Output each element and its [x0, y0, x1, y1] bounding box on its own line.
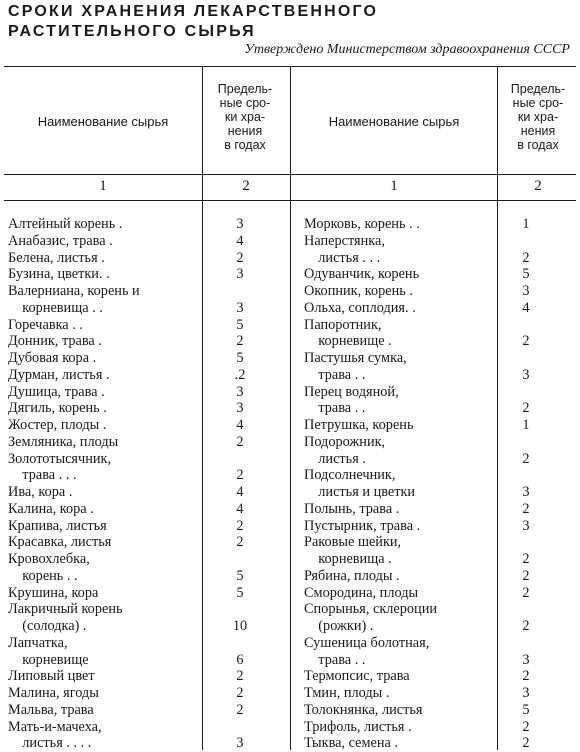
- table-row: [304, 484, 552, 501]
- herb-name: листья .: [304, 450, 366, 467]
- shelf-life-years: 4: [236, 484, 244, 500]
- shelf-life-years: 4: [236, 232, 244, 249]
- table-row: [8, 735, 266, 752]
- header-shelf-line: ки хра-: [517, 110, 559, 124]
- herb-name: Жостер, плоды .: [8, 417, 107, 433]
- herb-name: Валерниана, корень и: [8, 283, 140, 299]
- table-row: [8, 367, 266, 384]
- header-shelf-line: ки хра-: [224, 110, 266, 124]
- shelf-life-years: 3: [236, 400, 244, 417]
- herb-name: корневища . .: [8, 299, 103, 316]
- table-row: [8, 400, 266, 417]
- table-row: [304, 518, 552, 535]
- herb-name: Лакричный корень: [8, 601, 123, 618]
- shelf-life-years: .2: [234, 366, 246, 383]
- table-row: [304, 467, 552, 484]
- herb-name: корневище: [8, 651, 89, 668]
- shelf-life-years: 2: [522, 333, 530, 350]
- herb-name: Крапива, листья: [8, 517, 107, 534]
- herb-name: Горечавка . .: [8, 316, 83, 333]
- herb-name: Окопник, корень .: [304, 283, 413, 299]
- table-row: [8, 484, 266, 501]
- table-row: [304, 300, 552, 317]
- table-row: [304, 585, 552, 602]
- herb-name: Дурман, листья .: [8, 366, 110, 383]
- table-row: [304, 551, 552, 568]
- table-row: [304, 434, 552, 451]
- shelf-life-years: 2: [522, 567, 530, 584]
- table-row: [8, 417, 266, 434]
- herb-name: Лапчатка,: [8, 634, 68, 651]
- herb-name: корень . .: [8, 567, 78, 584]
- header-shelf-left: [205, 82, 285, 152]
- table-row: [8, 534, 266, 551]
- herb-name: Пастушья сумка,: [304, 350, 407, 366]
- table-row: [304, 384, 552, 401]
- herb-name: Папоротник,: [304, 316, 382, 333]
- header-shelf-line: нения: [227, 124, 263, 138]
- header-shelf-line: в годах: [224, 138, 266, 152]
- herb-name: трава . .: [304, 651, 366, 668]
- column-divider-2: [290, 67, 291, 750]
- shelf-life-years: 5: [236, 584, 244, 601]
- shelf-life-years: 3: [522, 685, 530, 701]
- herb-name: Тмин, плоды .: [304, 685, 390, 701]
- shelf-life-years: 4: [236, 500, 244, 517]
- shelf-life-years: 2: [236, 685, 244, 701]
- table-row: [8, 518, 266, 535]
- header-shelf-line: ные сро-: [219, 96, 271, 110]
- herb-name: Пустырник, трава .: [304, 517, 421, 534]
- herb-name: Морковь, корень . .: [304, 216, 420, 232]
- table-row: [304, 702, 552, 719]
- header-shelf-line: в годах: [517, 138, 559, 152]
- herb-name: листья и цветки: [304, 484, 416, 500]
- table-row: [8, 451, 266, 468]
- shelf-life-years: 2: [522, 668, 530, 685]
- table-row: [8, 317, 266, 334]
- herb-name: Петрушка, корень: [304, 417, 414, 433]
- shelf-life-years: 2: [522, 618, 530, 634]
- herb-name: Красавка, листья: [8, 534, 112, 551]
- header-shelf-line: Предель-: [217, 82, 273, 96]
- herb-name: корневище .: [304, 333, 392, 350]
- herb-name: Бузина, цветки. .: [8, 266, 110, 283]
- herb-name: Полынь, трава .: [304, 500, 400, 517]
- table-row: [8, 250, 266, 267]
- table-row: [8, 618, 266, 635]
- table-row: [8, 434, 266, 451]
- shelf-life-years: 4: [522, 299, 530, 316]
- herb-name: Калина, кора .: [8, 500, 94, 517]
- table-row: [8, 266, 266, 283]
- herb-name: Липовый цвет: [8, 668, 95, 685]
- herb-name: Душица, трава .: [8, 383, 105, 400]
- herb-name: Спорынья, склероции: [304, 601, 438, 618]
- shelf-life-years: 10: [232, 618, 248, 634]
- shelf-life-years: 6: [236, 651, 244, 668]
- herb-name: листья . . . .: [8, 735, 92, 752]
- header-name-right: Наименование сырья: [328, 114, 460, 129]
- title-line-2: РАСТИТЕЛЬНОГО СЫРЬЯ: [8, 23, 256, 40]
- herb-name: листья . . .: [304, 249, 381, 266]
- table-row: [304, 601, 552, 618]
- table-row: [304, 735, 552, 752]
- col-number-2-left: 2: [242, 178, 250, 194]
- herb-name: Мать-и-мачеха,: [8, 718, 102, 735]
- herb-name: Анабазис, трава .: [8, 232, 113, 249]
- shelf-life-years: 3: [236, 216, 244, 232]
- shelf-life-years: 5: [236, 316, 244, 333]
- herb-name: Тыква, семена .: [304, 735, 399, 752]
- table-row: [8, 551, 266, 568]
- herb-name: Кровохлебка,: [8, 551, 90, 567]
- approval-note: Утверждено Министерством здравоохранения СССР: [244, 42, 570, 57]
- shelf-life-years: 1: [522, 216, 530, 232]
- shelf-life-years: 3: [522, 484, 530, 500]
- shelf-life-years: 2: [236, 433, 244, 450]
- table-row: [304, 635, 552, 652]
- herb-name: Дягиль, корень .: [8, 400, 107, 417]
- header-shelf-line: ные сро-: [512, 96, 564, 110]
- table-row: [304, 568, 552, 585]
- table-row: [304, 417, 552, 434]
- shelf-life-years: 2: [522, 718, 530, 735]
- shelf-life-years: 3: [522, 283, 530, 299]
- table-row: [8, 233, 266, 250]
- herb-name: Белена, листья .: [8, 249, 105, 266]
- herb-name: трава . .: [304, 400, 366, 417]
- herb-name: Подсолнечник,: [304, 467, 396, 484]
- herb-name: Термопсис, трава: [304, 668, 410, 685]
- table-row: [304, 652, 552, 669]
- herb-name: Рябина, плоды .: [304, 567, 400, 584]
- herb-name: (солодка) .: [8, 618, 87, 634]
- shelf-life-years: 3: [236, 383, 244, 400]
- shelf-life-years: 3: [522, 366, 530, 383]
- shelf-life-years: 2: [522, 400, 530, 417]
- table-row: [304, 216, 552, 233]
- table-row: [8, 283, 266, 300]
- table-row: [304, 283, 552, 300]
- herb-name: Одуванчик, корень: [304, 266, 420, 283]
- shelf-life-years: 2: [236, 517, 244, 534]
- table-row: [8, 685, 266, 702]
- table-row: [8, 384, 266, 401]
- shelf-life-years: 2: [522, 450, 530, 467]
- herb-name: Сушеница болотная,: [304, 634, 430, 651]
- herb-name: Донник, трава .: [8, 333, 102, 350]
- shelf-life-years: 2: [236, 333, 244, 350]
- herb-name: Трифоль, листья .: [304, 718, 412, 735]
- shelf-life-years: 2: [522, 584, 530, 601]
- table-row: [304, 250, 552, 267]
- table-row: [8, 585, 266, 602]
- table-row: [304, 501, 552, 518]
- shelf-life-years: 5: [236, 350, 244, 366]
- title-line-1: СРОКИ ХРАНЕНИЯ ЛЕКАРСТВЕННОГО: [8, 3, 379, 20]
- document-title: [8, 2, 568, 42]
- shelf-life-years: 3: [522, 651, 530, 668]
- table-row: [8, 501, 266, 518]
- shelf-life-years: 2: [236, 249, 244, 266]
- table-row: [304, 685, 552, 702]
- table-row: [304, 400, 552, 417]
- herb-name: Наперстянка,: [304, 232, 385, 249]
- table-row: [304, 367, 552, 384]
- shelf-life-years: 2: [522, 735, 530, 752]
- table-row: [8, 333, 266, 350]
- shelf-life-years: 5: [236, 567, 244, 584]
- col-number-1-right: 1: [390, 178, 398, 194]
- shelf-life-years: 2: [522, 551, 530, 567]
- shelf-life-years: 2: [522, 500, 530, 517]
- shelf-life-years: 4: [236, 417, 244, 433]
- herb-name: корневища .: [304, 551, 392, 567]
- table-row: [8, 216, 266, 233]
- shelf-life-years: 2: [236, 701, 244, 718]
- herb-name: Раковые шейки,: [304, 534, 402, 551]
- herb-name: Ива, кора .: [8, 484, 73, 500]
- herb-name: Малина, ягоды: [8, 685, 99, 701]
- shelf-life-years: 2: [522, 249, 530, 266]
- herb-name: Земляника, плоды: [8, 433, 119, 450]
- shelf-life-years: 2: [236, 668, 244, 685]
- herb-name: Подорожник,: [304, 433, 386, 450]
- shelf-life-years: 3: [236, 266, 244, 283]
- herb-name: Золототысячник,: [8, 450, 112, 467]
- table-row: [8, 652, 266, 669]
- herb-name: Мальва, трава: [8, 701, 94, 718]
- shelf-life-years: 2: [236, 534, 244, 551]
- herb-name: Толокнянка, листья: [304, 701, 423, 718]
- herb-name: трава . .: [304, 366, 366, 383]
- table-row: [8, 467, 266, 484]
- table-row: [304, 618, 552, 635]
- col-number-2-right: 2: [534, 178, 542, 194]
- table-row: [8, 702, 266, 719]
- table-row: [304, 534, 552, 551]
- shelf-life-years: 2: [236, 467, 244, 484]
- table-row: [304, 350, 552, 367]
- herb-name: трава . . .: [8, 467, 77, 484]
- herb-name: Смородина, плоды: [304, 584, 419, 601]
- table-row: [304, 233, 552, 250]
- table-row: [304, 266, 552, 283]
- herb-name: Дубовая кора .: [8, 350, 97, 366]
- header-shelf-line: Предель-: [510, 82, 566, 96]
- header-shelf-line: нения: [520, 124, 556, 138]
- table-row: [8, 568, 266, 585]
- table-row: [304, 668, 552, 685]
- herb-name: Ольха, соплодия. .: [304, 299, 416, 316]
- table-row: [304, 317, 552, 334]
- shelf-life-years: 3: [522, 517, 530, 534]
- table-row: [8, 668, 266, 685]
- table-row: [8, 635, 266, 652]
- col-number-1-left: 1: [99, 178, 107, 194]
- table-row: [304, 333, 552, 350]
- herb-name: Алтейный корень .: [8, 216, 123, 232]
- shelf-life-years: 5: [522, 266, 530, 283]
- herb-name: Перец водяной,: [304, 383, 399, 400]
- shelf-life-years: 1: [522, 417, 530, 433]
- table-row: [8, 601, 266, 618]
- shelf-life-years: 3: [236, 735, 244, 752]
- table-row: [8, 300, 266, 317]
- table-row: [304, 719, 552, 736]
- herb-name: Крушина, кора: [8, 584, 99, 601]
- shelf-life-years: 3: [236, 299, 244, 316]
- header-name-left: Наименование сырья: [37, 114, 169, 129]
- table-row: [304, 451, 552, 468]
- herb-name: (рожки) .: [304, 618, 374, 634]
- shelf-life-years: 5: [522, 701, 530, 718]
- header-shelf-right: [498, 82, 578, 152]
- table-row: [8, 719, 266, 736]
- table-row: [8, 350, 266, 367]
